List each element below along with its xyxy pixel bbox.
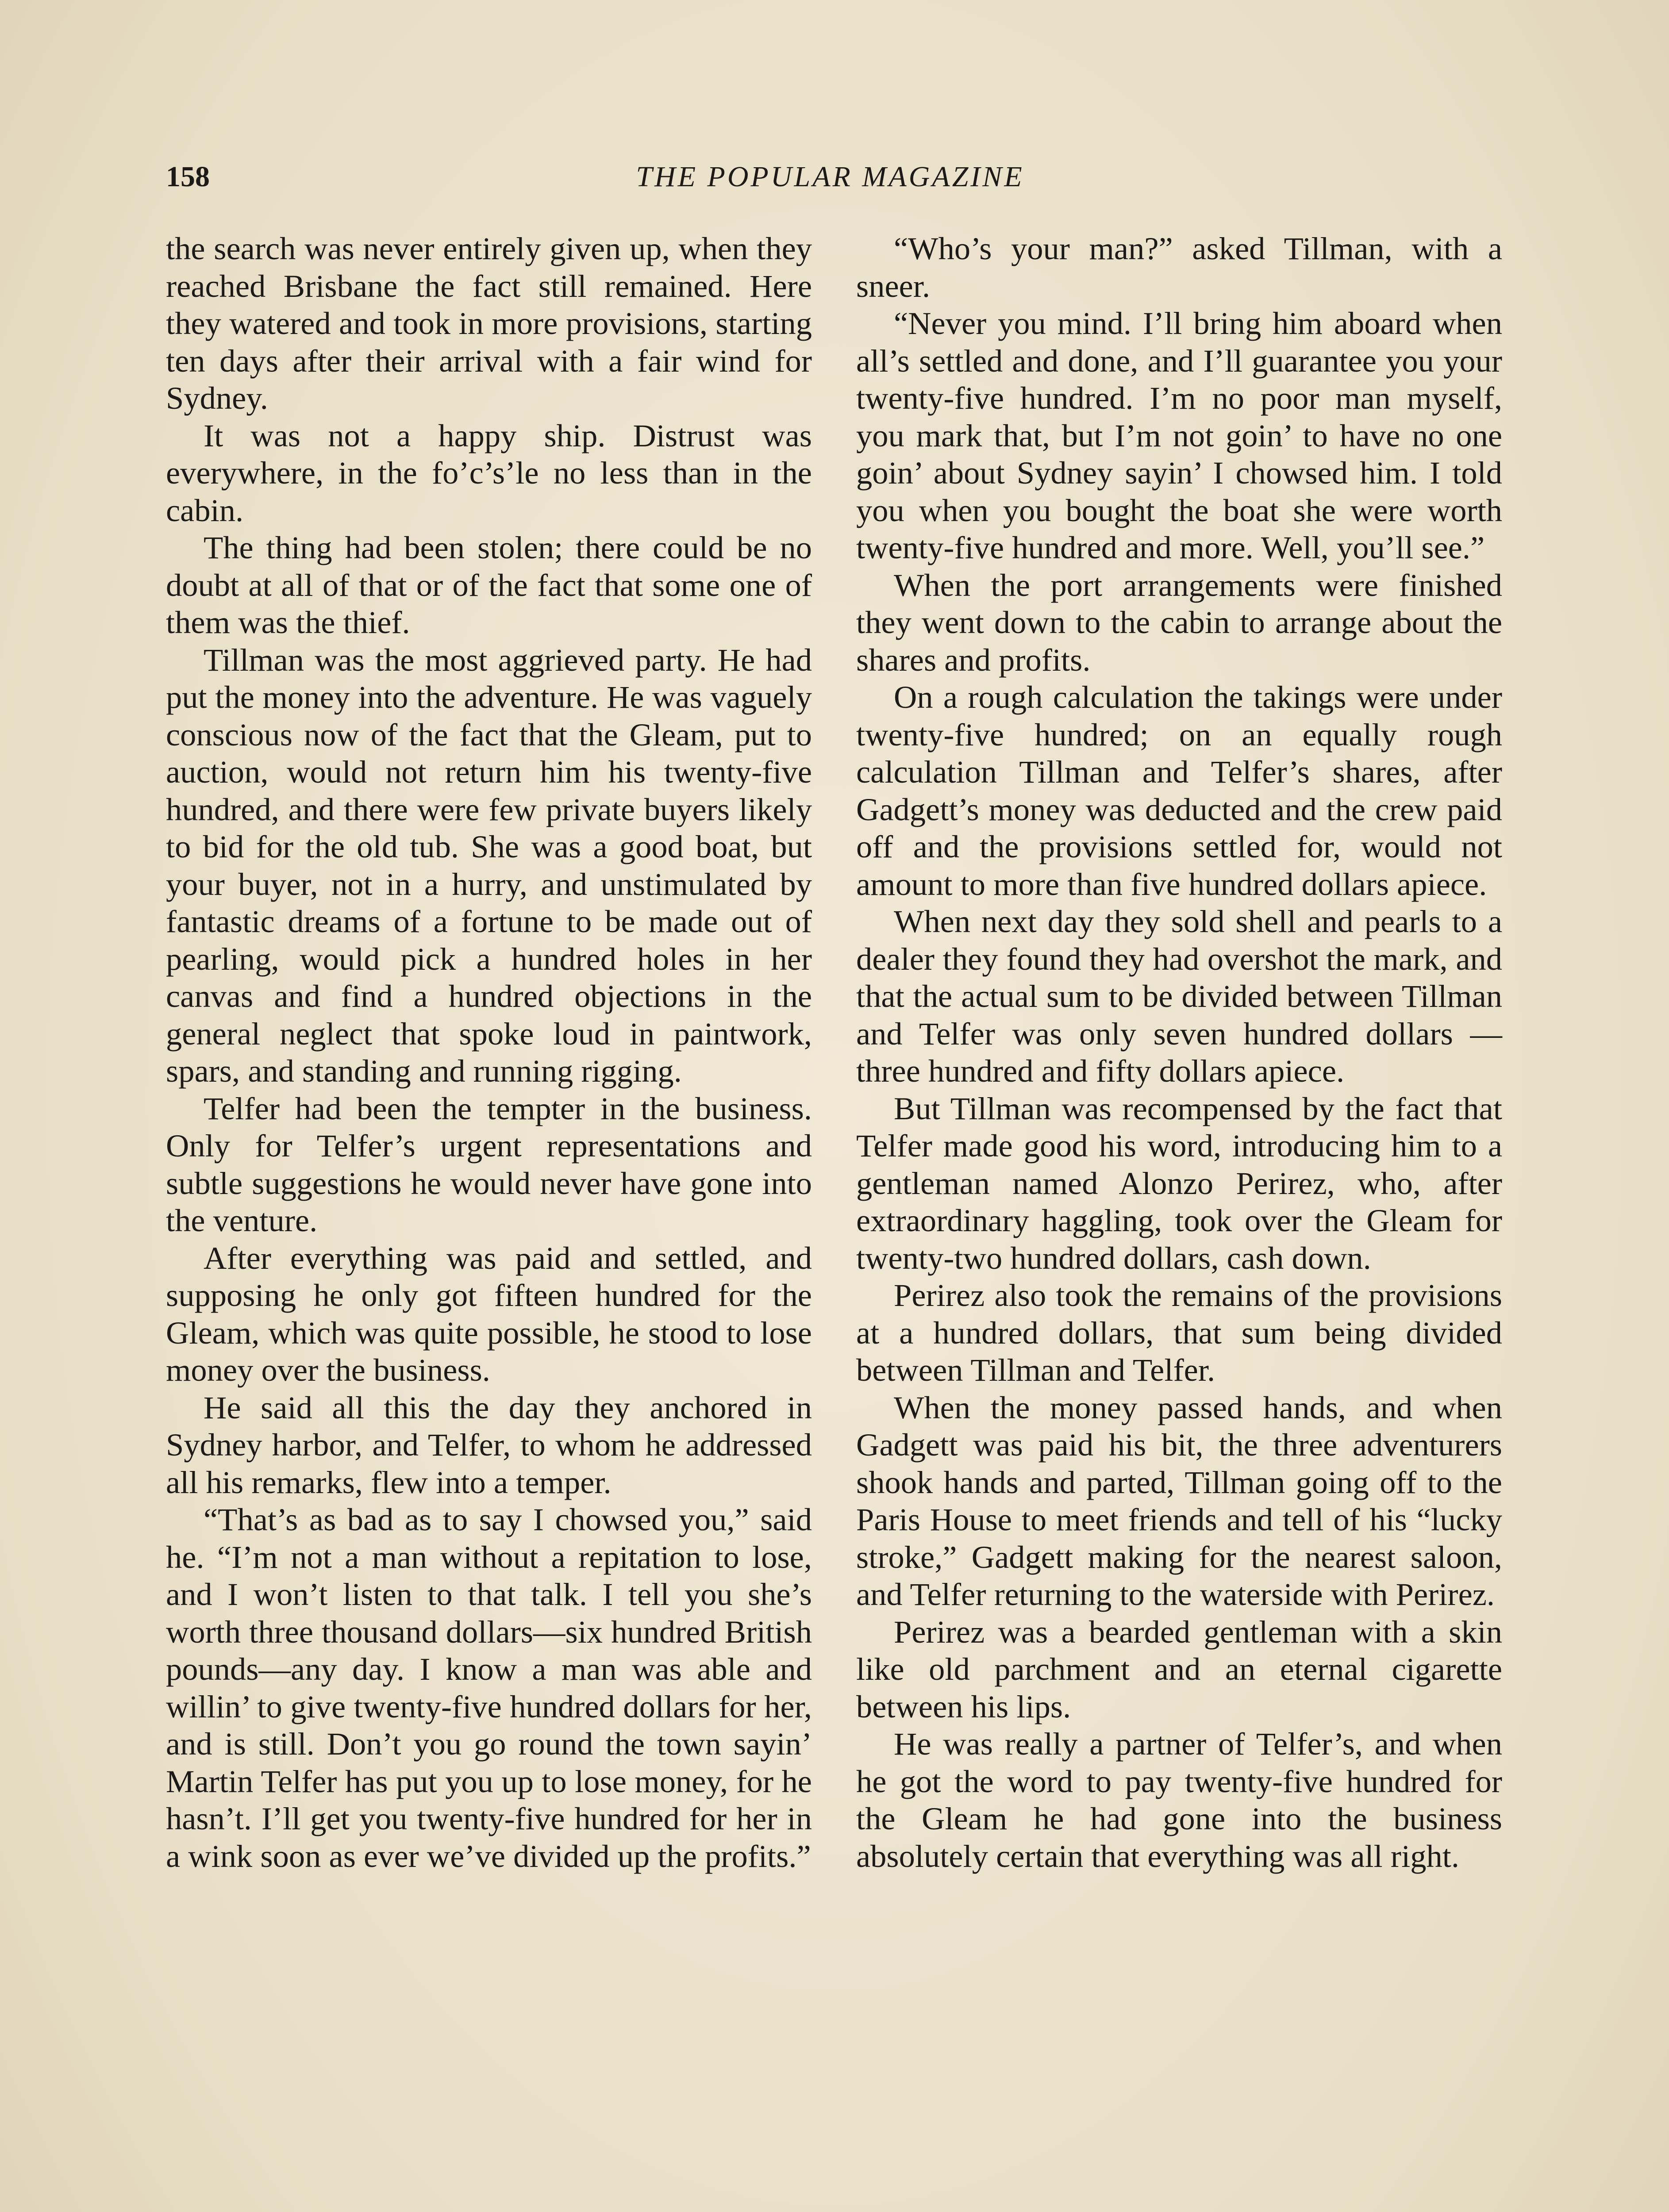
paragraph: “Never you mind. I’ll bring him aboard when all’s settled and done, and I’ll guarantee you your twenty-five hundred. I’m no poor man myself, you mark that, but I’m not goin’ to have no one goin’ about Sydney sayin’ I chowsed him. I told you when you bought the boat she were worth twenty-five hundred and more. Well, you’ll see.” (856, 305, 1502, 565)
right-column (856, 230, 1502, 1875)
paragraph: When the port arrangements were finished they went down to the cabin to arrange about the shares and profits. (856, 567, 1502, 678)
paragraph: When the money passed hands, and when Gadgett was paid his bit, the three adventurers shook hands and parted, Tillman going off to the Paris House to meet friends and tell of his “lucky stroke,” Gadgett making for the nearest saloon, and Telfer returning to the waterside with Perirez. (856, 1389, 1502, 1612)
paragraph: It was not a happy ship. Distrust was everywhere, in the fo’c’s’le no less than in the cabin. (166, 417, 812, 528)
paragraph: But Tillman was recompensed by the fact that Telfer made good his word, introducing him to a gentleman named Alonzo Perirez, who, after extraordinary haggling, took over the Gleam for twenty-two hundred dollars, cash down. (856, 1090, 1502, 1276)
paragraph: The thing had been stolen; there could be no doubt at all of that or of the fact that some one of them was the thief. (166, 530, 812, 640)
paragraph: Perirez also took the remains of the provisions at a hundred dollars, that sum being divided between Tillman and Telfer. (856, 1277, 1502, 1388)
page-header (166, 153, 1494, 201)
paragraph: On a rough calculation the takings were under twenty-five hundred; on an equally rough calculation Tillman and Telfer’s shares, after Gadgett’s money was deducted and the crew paid off and the provisions settled for, would not amount to more than five hundred dollars apiece. (856, 679, 1502, 902)
left-column (166, 230, 812, 1875)
paragraph: “Who’s your man?” asked Tillman, with a sneer. (856, 230, 1502, 304)
paragraph: the search was never entirely given up, when they reached Brisbane the fact still remained. Here they watered and took in more provisions, starting ten days after their arrival with a fair wind for Sydney. (166, 230, 812, 416)
paragraph: Perirez was a bearded gentleman with a skin like old parchment and an eternal cigarette between his lips. (856, 1613, 1502, 1724)
paragraph: He was really a partner of Telfer’s, and when he got the word to pay twenty-five hundred for the Gleam he had gone into the business absolutely certain that everything was all right. (856, 1726, 1502, 1874)
paragraph: Tillman was the most aggrieved party. He had put the money into the adventure. He was vaguely conscious now of the fact that the Gleam, put to auction, would not return him his twenty-five hundred, and there were few private buyers likely to bid for the old tub. She was a good boat, but your buyer, not in a hurry, and unstimulated by fantastic dreams of a fortune to be made out of pearling, would pick a hundred holes in her canvas and find a hundred objections in the general neglect that spoke loud in paintwork, spars, and standing and running rigging. (166, 641, 812, 1089)
page-number: 158 (166, 161, 210, 193)
paragraph: “That’s as bad as to say I chowsed you,” said he. “I’m not a man without a repitation to lose, and I won’t listen to that talk. I tell you she’s worth three thousand dollars—six hundred British pounds—any day. I know a man was able and willin’ to give twenty-five hundred dollars for her, and is still. Don’t you go round the town sayin’ Martin Telfer has put you up to lose money, for he hasn’t. I’ll get you twenty-five hundred for her in a wink soon as ever we’ve divided up the profits.” (166, 1502, 812, 1874)
running-title: THE POPULAR MAGAZINE (636, 161, 1024, 193)
paragraph: After everything was paid and settled, and supposing he only got fifteen hundred for the Gleam, which was quite possible, he stood to lose money over the business. (166, 1240, 812, 1388)
paragraph: When next day they sold shell and pearls to a dealer they found they had overshot the mark, and that the actual sum to be divided between Tillman and Telfer was only seven hundred dollars —three hundred and fifty dollars apiece. (856, 903, 1502, 1089)
paragraph: Telfer had been the tempter in the business. Only for Telfer’s urgent representations and subtle suggestions he would never have gone into the venture. (166, 1090, 812, 1238)
paragraph: He said all this the day they anchored in Sydney harbor, and Telfer, to whom he addressed all his remarks, flew into a temper. (166, 1389, 812, 1500)
